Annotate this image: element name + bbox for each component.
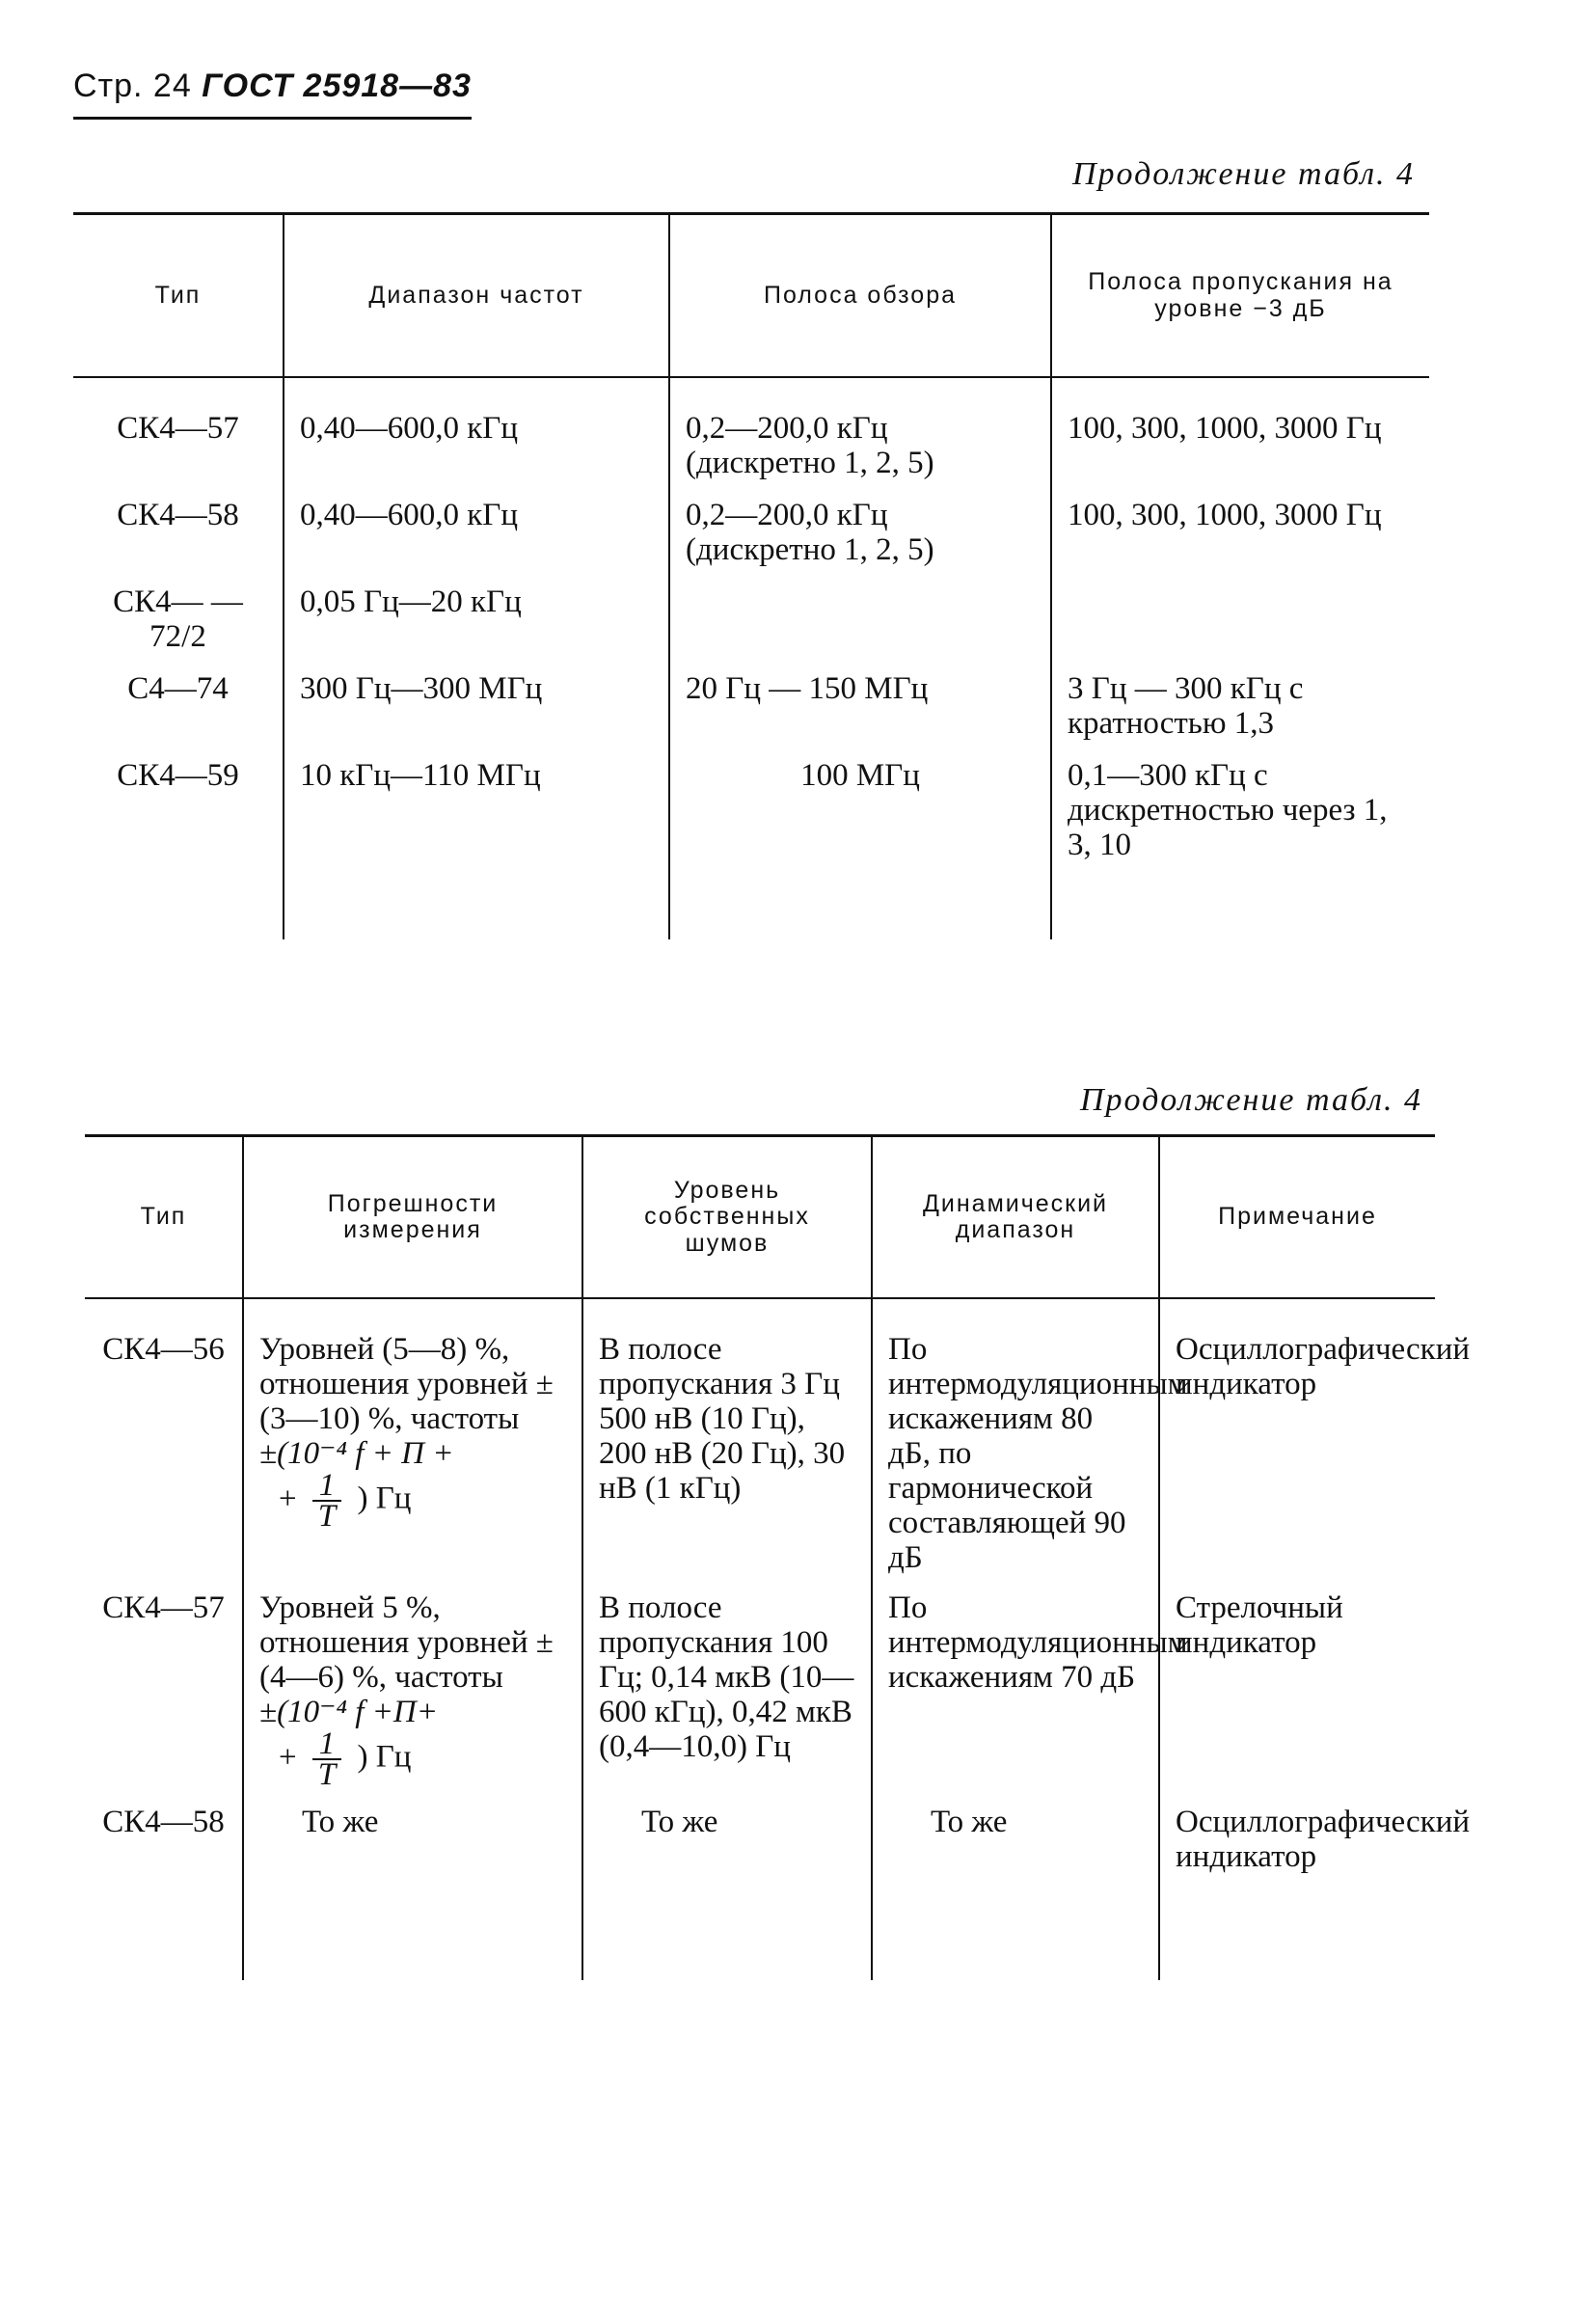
cell-noise: То же	[582, 1805, 872, 1980]
col-header-span: Полоса обзора	[669, 214, 1051, 378]
fraction-denominator: T	[317, 1757, 337, 1792]
cell-noise: В полосе пропускания 3 Гц 500 нВ (10 Гц), 200 нВ (20 Гц), 30 нВ (1 кГц)	[582, 1298, 872, 1590]
table2	[85, 1134, 1471, 1980]
fraction-denominator: T	[317, 1499, 337, 1534]
fraction-numerator: 1	[312, 1471, 341, 1502]
error-unit: ) Гц	[357, 1481, 412, 1516]
table-row	[73, 377, 1429, 498]
col-header-dynamic-range: Динамический диапазон	[872, 1136, 1159, 1299]
standard-code: ГОСТ 25918—83	[202, 68, 472, 104]
table-row	[85, 1298, 1435, 1590]
cell-dynamic: По интермодуляционным искажениям 80 дБ, по гармонической составляющей 90 дБ	[872, 1298, 1159, 1590]
col-header-freq-range: Диапазон частот	[284, 214, 669, 378]
cell-span: 20 Гц — 150 МГц	[669, 671, 1051, 758]
cell-bandwidth: 100, 300, 1000, 3000 Гц	[1051, 377, 1429, 498]
cell-errors: То же	[243, 1805, 582, 1980]
table1	[73, 212, 1429, 939]
cell-bandwidth	[1051, 584, 1429, 671]
col-header-type: Тип	[85, 1136, 243, 1299]
col-header-note: Примечание	[1159, 1136, 1435, 1299]
cell-errors	[243, 1590, 582, 1805]
cell-bandwidth: 0,1—300 кГц с дискретностью через 1, 3, 10	[1051, 758, 1429, 939]
error-text: Уровней (5—8) %, отношения уровней ±(3—10) %, частоты	[259, 1332, 554, 1436]
table-row	[73, 498, 1429, 584]
table-row	[73, 584, 1429, 671]
table1-header-row	[73, 214, 1429, 378]
col-header-errors: Погрешности измерения	[243, 1136, 582, 1299]
cell-noise: В полосе пропускания 100 Гц; 0,14 мкВ (10—600 кГц), 0,42 мкВ (0,4—10,0) Гц	[582, 1590, 872, 1805]
cell-note: Осциллографический индикатор	[1159, 1805, 1435, 1980]
table2-caption: Продолжение табл. 4	[1080, 1082, 1423, 1118]
cell-bandwidth: 100, 300, 1000, 3000 Гц	[1051, 498, 1429, 584]
error-formula: ±(10⁻⁴ f +П+	[259, 1695, 439, 1729]
col-header-noise: Уровень собственных шумов	[582, 1136, 872, 1299]
cell-type: СК4—59	[117, 758, 239, 793]
plus-sign: +	[279, 1481, 297, 1516]
cell-type: СК4—58	[102, 1805, 225, 1839]
cell-note: Стрелочный индикатор	[1159, 1590, 1435, 1805]
table1-caption: Продолжение табл. 4	[1072, 156, 1416, 192]
error-unit: ) Гц	[357, 1739, 412, 1775]
cell-dynamic: По интермодуляционным искажениям 70 дБ	[872, 1590, 1159, 1805]
fraction	[312, 1468, 341, 1534]
cell-range: 0,40—600,0 кГц	[284, 377, 669, 498]
page-number: Стр. 24	[73, 68, 192, 104]
cell-type: СК4—57	[102, 1590, 225, 1625]
cell-range: 300 Гц—300 МГц	[284, 671, 669, 758]
cell-span: 0,2—200,0 кГц (дискретно 1, 2, 5)	[669, 498, 1051, 584]
cell-dynamic: То же	[872, 1805, 1159, 1980]
cell-span	[669, 584, 1051, 671]
table2-header-row	[85, 1136, 1435, 1299]
fraction	[312, 1726, 341, 1792]
cell-type: СК4—57	[117, 411, 239, 446]
col-header-type: Тип	[73, 214, 284, 378]
plus-sign: +	[279, 1739, 297, 1775]
cell-type: СК4—58	[117, 498, 239, 532]
fraction-numerator: 1	[312, 1729, 341, 1760]
error-formula: ±(10⁻⁴ f + П +	[259, 1436, 454, 1471]
cell-range: 10 кГц—110 МГц	[284, 758, 669, 939]
table-row	[85, 1590, 1435, 1805]
col-header-bandwidth: Полоса пропускания на уровне −3 дБ	[1051, 214, 1429, 378]
cell-type: С4—74	[127, 671, 229, 706]
page-header	[73, 68, 472, 120]
error-text: Уровней 5 %, отношения уровней ±(4—6) %, частоты	[259, 1590, 554, 1695]
cell-type: СК4—56	[102, 1332, 225, 1367]
cell-range: 0,40—600,0 кГц	[284, 498, 669, 584]
cell-type: СК4— —72/2	[113, 584, 243, 654]
cell-span: 100 МГц	[669, 758, 1051, 939]
cell-span: 0,2—200,0 кГц (дискретно 1, 2, 5)	[669, 377, 1051, 498]
cell-range: 0,05 Гц—20 кГц	[284, 584, 669, 671]
table-row	[73, 758, 1429, 939]
table-row	[85, 1805, 1435, 1980]
table-row	[73, 671, 1429, 758]
cell-bandwidth: 3 Гц — 300 кГц с кратностью 1,3	[1051, 671, 1429, 758]
cell-note: Осциллографический индикатор	[1159, 1298, 1435, 1590]
cell-errors	[243, 1298, 582, 1590]
